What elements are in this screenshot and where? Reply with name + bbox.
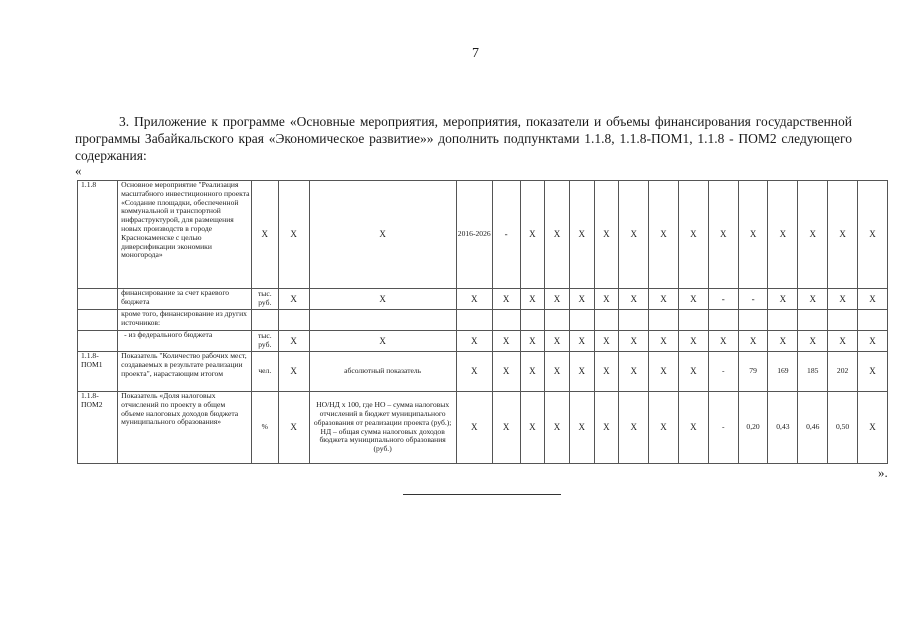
value-cell: Х (520, 289, 545, 310)
value-cell: Х (569, 352, 594, 392)
value-cell: Х (594, 352, 619, 392)
value-cell: Х (619, 392, 649, 464)
unit-cell: % (251, 392, 278, 464)
value-cell: Х (678, 392, 708, 464)
value-cell: Х (828, 331, 858, 352)
value-cell: - (708, 392, 738, 464)
value-cell: Х (545, 181, 570, 289)
value-cell: Х (492, 289, 520, 310)
value-cell: Х (798, 289, 828, 310)
method-cell: Х (309, 181, 456, 289)
table-row (78, 331, 888, 352)
value-cell: Х (594, 181, 619, 289)
row-code: 1.1.8-ПОМ2 (78, 392, 118, 464)
method-cell: Х (309, 289, 456, 310)
value-cell: Х (492, 392, 520, 464)
value-cell: 185 (798, 352, 828, 392)
value-cell: Х (619, 352, 649, 392)
unit-cell: тыс. руб. (251, 331, 278, 352)
value-cell: Х (649, 352, 679, 392)
value-cell: Х (545, 331, 570, 352)
table-row (78, 289, 888, 310)
value-cell: Х (520, 331, 545, 352)
row-name: Основное мероприятие "Реализация масштабного инвестиционного проекта «Создание площадки, обеспеченной коммунальной и транспортной инфраструктурой, для размещения новых производств в городе Краснокаменске с целью диверсификации экономики моногорода» (118, 181, 252, 289)
method-cell: Х (309, 331, 456, 352)
row-name: - из федерального бюджета (118, 331, 252, 352)
program-table (77, 180, 888, 464)
method-cell: НО/НД х 100, где НО – сумма налоговых отчислений в бюджет муниципального образования от реализации проекта (руб.); НД – общая сумма налоговых доходов бюджета муниципального образования (руб.) (309, 392, 456, 464)
value-cell: Х (708, 331, 738, 352)
table-row (78, 181, 888, 289)
value-cell: Х (619, 331, 649, 352)
value-cell: Х (569, 331, 594, 352)
value-cell: 0,46 (798, 392, 828, 464)
value-cell: Х (594, 289, 619, 310)
value-cell: Х (594, 392, 619, 464)
method-cell: абсолютный показатель (309, 352, 456, 392)
period-cell: Х (456, 392, 492, 464)
value-cell: Х (858, 289, 888, 310)
page-number: 7 (472, 46, 479, 61)
value-cell: Х (858, 181, 888, 289)
responsible-cell: Х (278, 352, 309, 392)
value-cell: - (708, 352, 738, 392)
row-code: 1.1.8 (78, 181, 118, 289)
value-cell: Х (678, 181, 708, 289)
value-cell: Х (520, 392, 545, 464)
value-cell: Х (520, 352, 545, 392)
closing-quote: ». (878, 465, 888, 480)
value-cell: Х (649, 331, 679, 352)
value-cell: Х (619, 181, 649, 289)
row-name: Показатель "Количество рабочих мест, создаваемых в результате реализации проекта", нарастающим итогом (118, 352, 252, 392)
value-cell: Х (545, 352, 570, 392)
responsible-cell: Х (278, 289, 309, 310)
value-cell: Х (569, 289, 594, 310)
value-cell: Х (858, 392, 888, 464)
value-cell: Х (520, 181, 545, 289)
value-cell: Х (649, 181, 679, 289)
period-cell: 2016-2026 (456, 181, 492, 289)
value-cell: Х (708, 181, 738, 289)
value-cell: 0,50 (828, 392, 858, 464)
responsible-cell: Х (278, 392, 309, 464)
value-cell: Х (545, 289, 570, 310)
amendment-paragraph: 3. Приложение к программе «Основные мероприятия, мероприятия, показатели и объемы финансирования государственной программы Забайкальского края «Экономическое развитие»» дополнить подпунктами 1.1.8, 1.1.8-ПОМ1, 1.1.8 - ПОМ2 следующего содержания: (75, 114, 852, 163)
value-cell: Х (828, 181, 858, 289)
value-cell: 169 (768, 352, 798, 392)
value-cell: Х (649, 392, 679, 464)
value-cell: Х (678, 352, 708, 392)
value-cell: - (492, 181, 520, 289)
footer-rule (403, 494, 561, 495)
value-cell: Х (738, 331, 768, 352)
unit-cell: тыс. руб. (251, 289, 278, 310)
period-cell: Х (456, 289, 492, 310)
value-cell: Х (619, 289, 649, 310)
value-cell: Х (594, 331, 619, 352)
value-cell: 0,20 (738, 392, 768, 464)
value-cell: Х (858, 352, 888, 392)
opening-quote: « (75, 163, 82, 178)
table-row (78, 310, 888, 331)
period-cell: Х (456, 352, 492, 392)
value-cell: Х (678, 289, 708, 310)
table-row (78, 392, 888, 464)
unit-cell: Х (251, 181, 278, 289)
value-cell: Х (738, 181, 768, 289)
value-cell: Х (545, 392, 570, 464)
responsible-cell: Х (278, 331, 309, 352)
value-cell: Х (768, 331, 798, 352)
value-cell: Х (798, 331, 828, 352)
value-cell: - (738, 289, 768, 310)
row-name: Показатель «Доля налоговых отчислений по проекту в общем объеме налоговых доходов бюджета муниципального образования» (118, 392, 252, 464)
value-cell: Х (649, 289, 679, 310)
unit-cell: чел. (251, 352, 278, 392)
row-name: финансирование за счет краевого бюджета (118, 289, 252, 310)
value-cell: 0,43 (768, 392, 798, 464)
value-cell: 79 (738, 352, 768, 392)
value-cell: Х (569, 392, 594, 464)
value-cell: Х (678, 331, 708, 352)
period-cell: Х (456, 331, 492, 352)
value-cell: Х (768, 181, 798, 289)
row-code: 1.1.8-ПОМ1 (78, 352, 118, 392)
value-cell: 202 (828, 352, 858, 392)
value-cell: - (708, 289, 738, 310)
row-name: кроме того, финансирование из других источников: (118, 310, 252, 331)
value-cell: Х (492, 331, 520, 352)
table-row (78, 352, 888, 392)
value-cell: Х (768, 289, 798, 310)
value-cell: Х (798, 181, 828, 289)
value-cell: Х (858, 331, 888, 352)
value-cell: Х (492, 352, 520, 392)
responsible-cell: Х (278, 181, 309, 289)
value-cell: Х (828, 289, 858, 310)
value-cell: Х (569, 181, 594, 289)
